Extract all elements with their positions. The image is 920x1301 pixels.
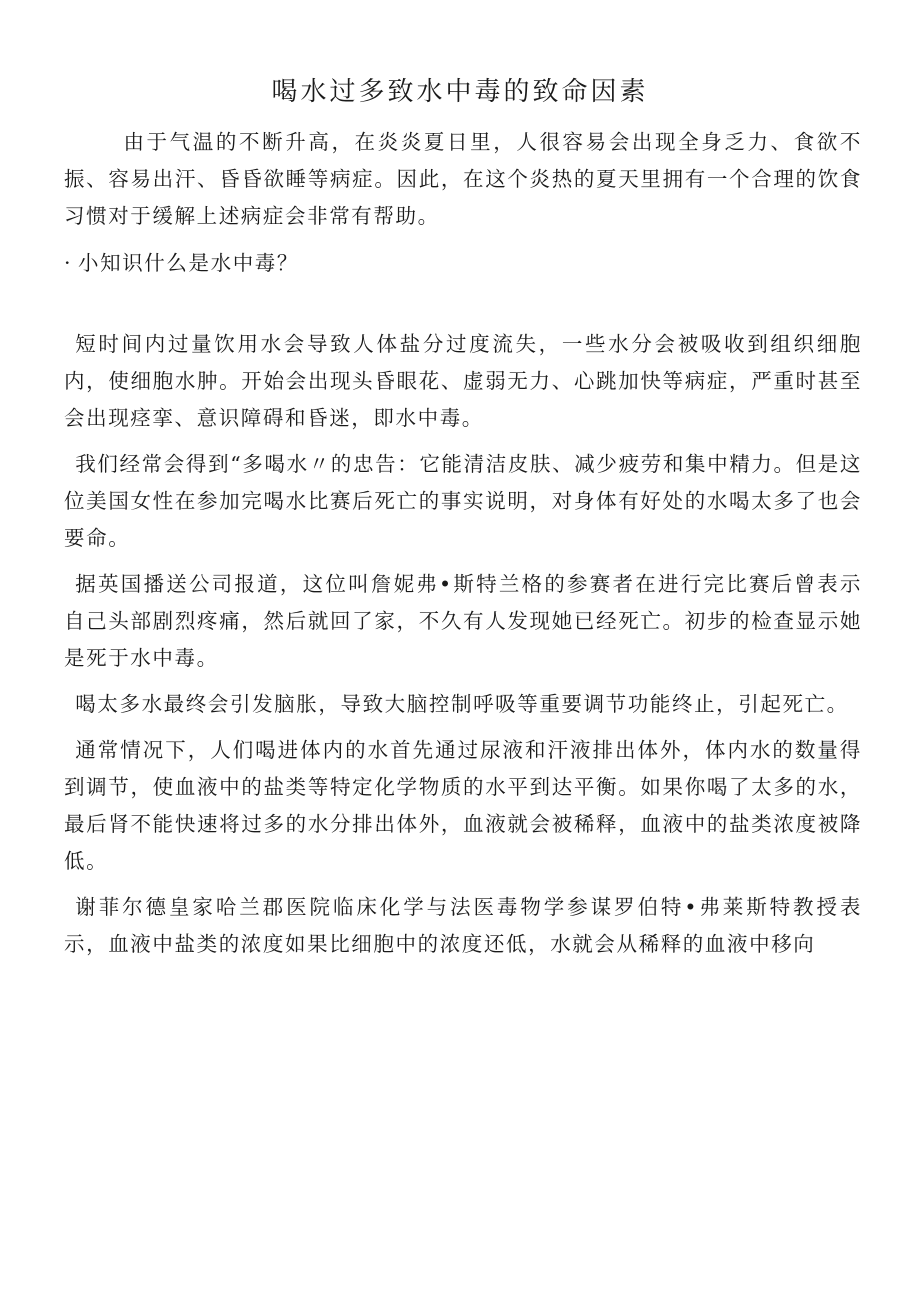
body-paragraph-5: 通常情况下，人们喝进体内的水首先通过尿液和汗液排出体外，体内水的数量得到调节，使血液中的盐类等特定化学物质的水平到达平衡。如果你喝了太多的水，最后肾不能快速将过多的水分排出体外，血液就会被稀释，血液中的盐类浓度被降低。	[64, 738, 862, 873]
section-heading-text: 小知识什么是水中毒？	[78, 251, 299, 275]
body-paragraph-4: 喝太多水最终会引发脑胀，导致大脑控制呼吸等重要调节功能终止，引起死亡。	[75, 692, 849, 716]
document-body	[64, 124, 862, 972]
document-title: 喝水过多致水中毒的致命因素	[271, 77, 649, 107]
bullet-icon: ·	[64, 251, 73, 275]
intro-paragraph: 由于气温的不断升高，在炎炎夏日里，人很容易会出现全身乏力、食欲不振、容易出汗、昏昏欲睡等病症。因此，在这个炎热的夏天里拥有一个合理的饮食习惯对于缓解上述病症会非常有帮助。	[64, 130, 862, 228]
body-paragraph-1: 短时间内过量饮用水会导致人体盐分过度流失，一些水分会被吸收到组织细胞内，使细胞水肿。开始会出现头昏眼花、虚弱无力、心跳加快等病症，严重时甚至会出现痉挛、意识障碍和昏迷，即水中毒。	[64, 332, 862, 430]
body-paragraph-3: 据英国播送公司报道，这位叫詹妮弗•斯特兰格的参赛者在进行完比赛后曾表示自己头部剧烈疼痛，然后就回了家，不久有人发现她已经死亡。初步的检查显示她是死于水中毒。	[64, 572, 862, 670]
body-paragraph-6: 谢菲尔德皇家哈兰郡医院临床化学与法医毒物学参谋罗伯特•弗莱斯特教授表示，血液中盐类的浓度如果比细胞中的浓度还低，水就会从稀释的血液中移向	[64, 895, 862, 956]
body-paragraph-2: 我们经常会得到“多喝水〃的忠告：它能清洁皮肤、减少疲劳和集中精力。但是这位美国女性在参加完喝水比赛后死亡的事实说明，对身体有好处的水喝太多了也会要命。	[64, 452, 862, 550]
section-heading	[64, 245, 862, 282]
